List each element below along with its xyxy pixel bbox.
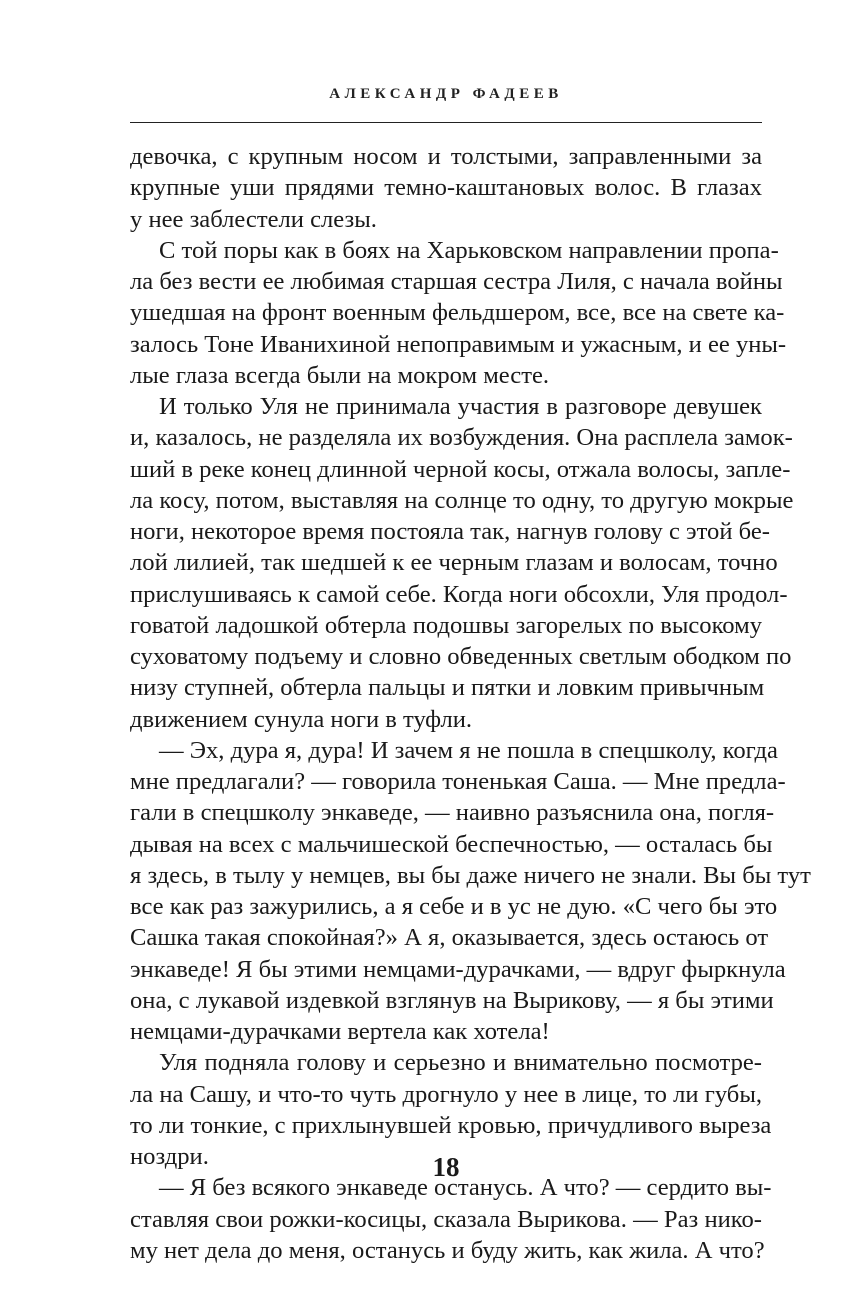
page-number: 18: [432, 1152, 460, 1182]
text-line: она, с лукавой издевкой взглянув на Вырикову, — я бы этими: [130, 986, 774, 1014]
text-line: прислушиваясь к самой себе. Когда ноги обсохли, Уля продол-: [130, 580, 788, 608]
text-line: мне предлагали? — говорила тоненькая Саша. — Мне предла-: [130, 768, 786, 795]
text-line: Уля подняла голову и серьезно и внимательно посмотре-: [159, 1049, 762, 1077]
text-line: и, казалось, не разделяла их возбуждения. Она расплела замок-: [130, 424, 793, 452]
text-line: Сашка такая спокойная?» А я, оказывается, здесь остаюсь от: [130, 924, 769, 952]
body-text: [130, 141, 811, 1266]
text-line: все как раз зажурились, а я себе и в ус не дую. «С чего бы это: [130, 893, 778, 920]
text-line: крупные уши прядями темно-каштановых волос. В глазах: [130, 174, 762, 202]
text-line: лые глаза всегда были на мокром месте.: [130, 361, 550, 389]
text-line: то ли тонкие, с прихлынувшей кровью, причудливого выреза: [130, 1111, 772, 1139]
text-line: С той поры как в боях на Харьковском направлении пропа-: [159, 236, 779, 264]
text-line: ноги, некоторое время постояла так, нагнув голову с этой бе-: [130, 518, 770, 545]
text-line: залось Тоне Иванихиной непоправимым и ужасным, и ее уны-: [130, 330, 787, 358]
text-line: ставляя свои рожки-косицы, сказала Вырикова. — Раз нико-: [130, 1205, 762, 1233]
text-line: ла косу, потом, выставляя на солнце то одну, то другую мокрые: [130, 486, 794, 514]
text-line: лой лилией, так шедшей к ее черным глазам и волосам, точно: [130, 549, 778, 577]
text-line: му нет дела до меня, останусь и буду жить, как жила. А что?: [130, 1236, 765, 1264]
text-line: низу ступней, обтерла пальцы и пятки и ловким привычным: [130, 674, 765, 702]
text-line: движением сунула ноги в туфли.: [130, 705, 473, 733]
text-line: ла без вести ее любимая старшая сестра Лиля, с начала войны: [130, 268, 783, 295]
text-line: гали в спецшколу энкаведе, — наивно разъяснила она, погля-: [130, 799, 775, 827]
text-line: ший в реке конец длинной черной косы, отжала волосы, запле-: [130, 455, 791, 483]
text-line: ушедшая на фронт военным фельдшером, все, все на свете ка-: [130, 299, 785, 327]
running-head: АЛЕКСАНДР ФАДЕЕВ: [329, 86, 563, 102]
text-line: энкаведе! Я бы этими немцами-дурачками, — вдруг фыркнула: [130, 955, 786, 983]
text-line: у нее заблестели слезы.: [130, 205, 377, 233]
text-line: дывая на всех с мальчишеской беспечностью, — осталась бы: [130, 830, 773, 858]
header-rule: [130, 122, 762, 123]
text-line: И только Уля не принимала участия в разговоре девушек: [159, 393, 762, 420]
text-line: девочка, с крупным носом и толстыми, заправленными за: [130, 143, 762, 170]
text-line: — Я без всякого энкаведе останусь. А что? — сердито вы-: [159, 1174, 772, 1202]
text-line: ноздри.: [130, 1143, 209, 1170]
text-line: немцами-дурачками вертела как хотела!: [130, 1018, 550, 1045]
text-line: — Эх, дура я, дура! И зачем я не пошла в спецшколу, когда: [159, 736, 778, 764]
text-line: говатой ладошкой обтерла подошвы загорелых по высокому: [130, 611, 762, 639]
text-line: я здесь, в тылу у немцев, вы бы даже ничего не знали. Вы бы тут: [130, 861, 811, 889]
text-line: суховатому подъему и словно обведенных светлым ободком по: [130, 643, 792, 670]
text-line: ла на Сашу, и что-то чуть дрогнуло у нее в лице, то ли губы,: [130, 1080, 762, 1108]
